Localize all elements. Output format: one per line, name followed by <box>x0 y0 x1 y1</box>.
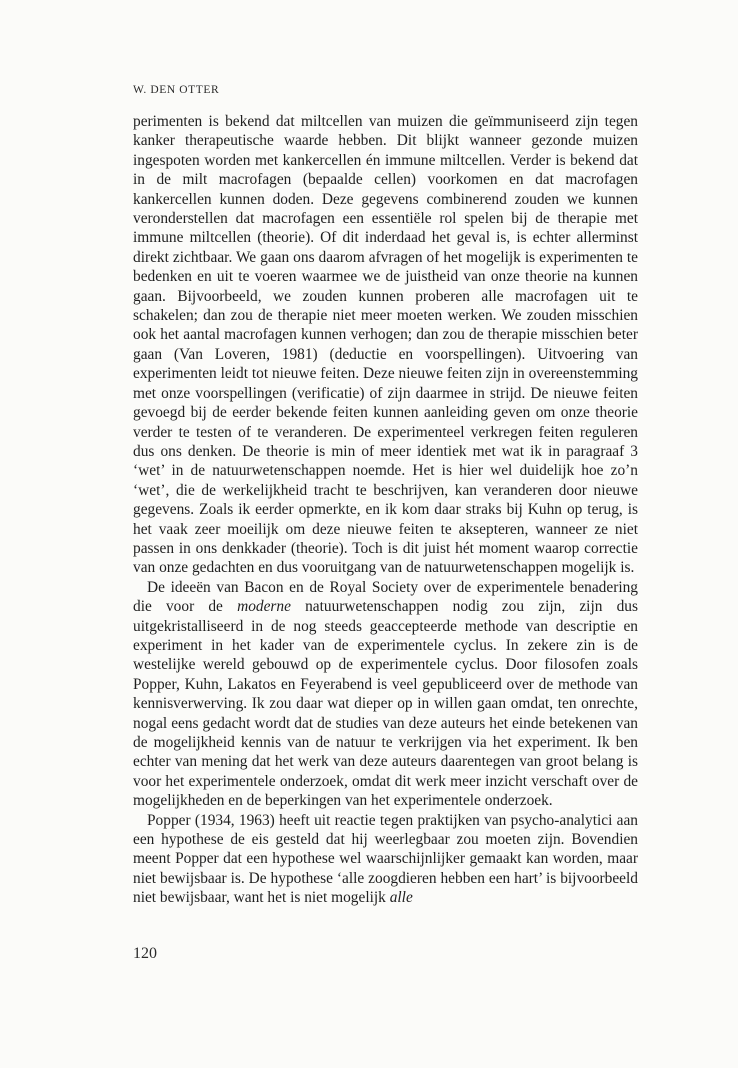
paragraph-2 <box>133 578 638 811</box>
paragraph-2-emphasis: moderne <box>237 598 291 616</box>
running-head: W. DEN OTTER <box>133 84 220 96</box>
body-text <box>133 112 638 908</box>
paragraph-3-text: Popper (1934, 1963) heeft uit reactie tegen praktijken van psycho-analytici aan een hypothese de eis gesteld dat hij weerlegbaar zou moeten zijn. Bovendien meent Popper dat een hypothese wel waarschijnlijker gemaakt kan worden, maar niet bewijsbaar is. De hypothese ‘alle zoogdieren hebben een hart’ is bijvoorbeeld niet bewijsbaar, want het is niet mogelijk <box>133 811 638 907</box>
paragraph-3-emphasis: alle <box>389 889 413 907</box>
paragraph-2-text-a: De ideeën van Bacon en de Royal Society over de experimentele benadering die voor de <box>133 578 638 616</box>
paragraph-3 <box>133 811 638 908</box>
paragraph-1: perimenten is bekend dat miltcellen van muizen die geïmmuniseerd zijn tegen kanker therapeutische waarde hebben. Dit blijkt wanneer gezonde muizen ingespoten worden met kankercellen én immune miltcellen. Verder is bekend dat in de milt macrofagen (bepaalde cellen) voorkomen en dat macrofagen kankercellen kunnen doden. Deze gegevens combinerend zouden we kunnen veronderstellen dat macrofagen een essentiële rol spelen bij de therapie met immune miltcellen (theorie). Of dit inderdaad het geval is, is echter allerminst direkt zichtbaar. We gaan ons daarom afvragen of het mogelijk is experimenten te bedenken en uit te voeren waarmee we de juistheid van onze theorie na kunnen gaan. Bijvoorbeeld, we zouden kunnen proberen alle macrofagen uit te schakelen; dan zou de therapie niet meer moeten werken. We zouden misschien ook het aantal macrofagen kunnen verhogen; dan zou de therapie misschien beter gaan (Van Loveren, 1981) (deductie en voorspellingen). Uitvoering van experimenten leidt tot nieuwe feiten. Deze nieuwe feiten zijn in overeenstemming met onze voorspellingen (verificatie) of zijn daarmee in strijd. De nieuwe feiten gevoegd bij de eerder bekende feiten kunnen aanleiding geven om onze theorie verder te testen of te veranderen. De experimenteel verkregen feiten reguleren dus ons denken. De theorie is min of meer identiek met wat ik in paragraaf 3 ‘wet’ in de natuurwetenschappen noemde. Het is hier wel duidelijk hoe zo’n ‘wet’, die de werkelijkheid tracht te beschrijven, kan veranderen door nieuwe gegevens. Zoals ik eerder opmerkte, en ik kom daar straks bij Kuhn op terug, is het vaak zeer moeilijk om deze nieuwe feiten te aksepteren, wanneer ze niet passen in ons denkkader (theorie). Toch is dit juist hét moment waarop correctie van onze gedachten en dus vooruitgang van de natuurwetenschappen mogelijk is. <box>133 113 638 577</box>
page-number: 120 <box>133 945 157 962</box>
paragraph-2-text-b: natuurwetenschappen nodig zou zijn, zijn dus uitgekristalliseerd in de nog steeds geaccepteerde methode van descriptie en experiment in het kader van de experimentele cyclus. In zekere zin is de westelijke wereld gebouwd op de experimentele cyclus. Door filosofen zoals Popper, Kuhn, Lakatos en Feyerabend is veel gepubliceerd over de methode van kennisverwerving. Ik zou daar wat dieper op in willen gaan omdat, ten onrechte, nogal eens gedacht wordt dat de studies van deze auteurs het einde betekenen van de mogelijkheid kennis van de natuur te verkrijgen via het experiment. Ik ben echter van mening dat het werk van deze auteurs daarentegen van groot belang is voor het experimentele onderzoek, omdat dit werk meer inzicht verschaft over de mogelijkheden en de beperkingen van het experimentele onderzoek. <box>133 598 638 810</box>
